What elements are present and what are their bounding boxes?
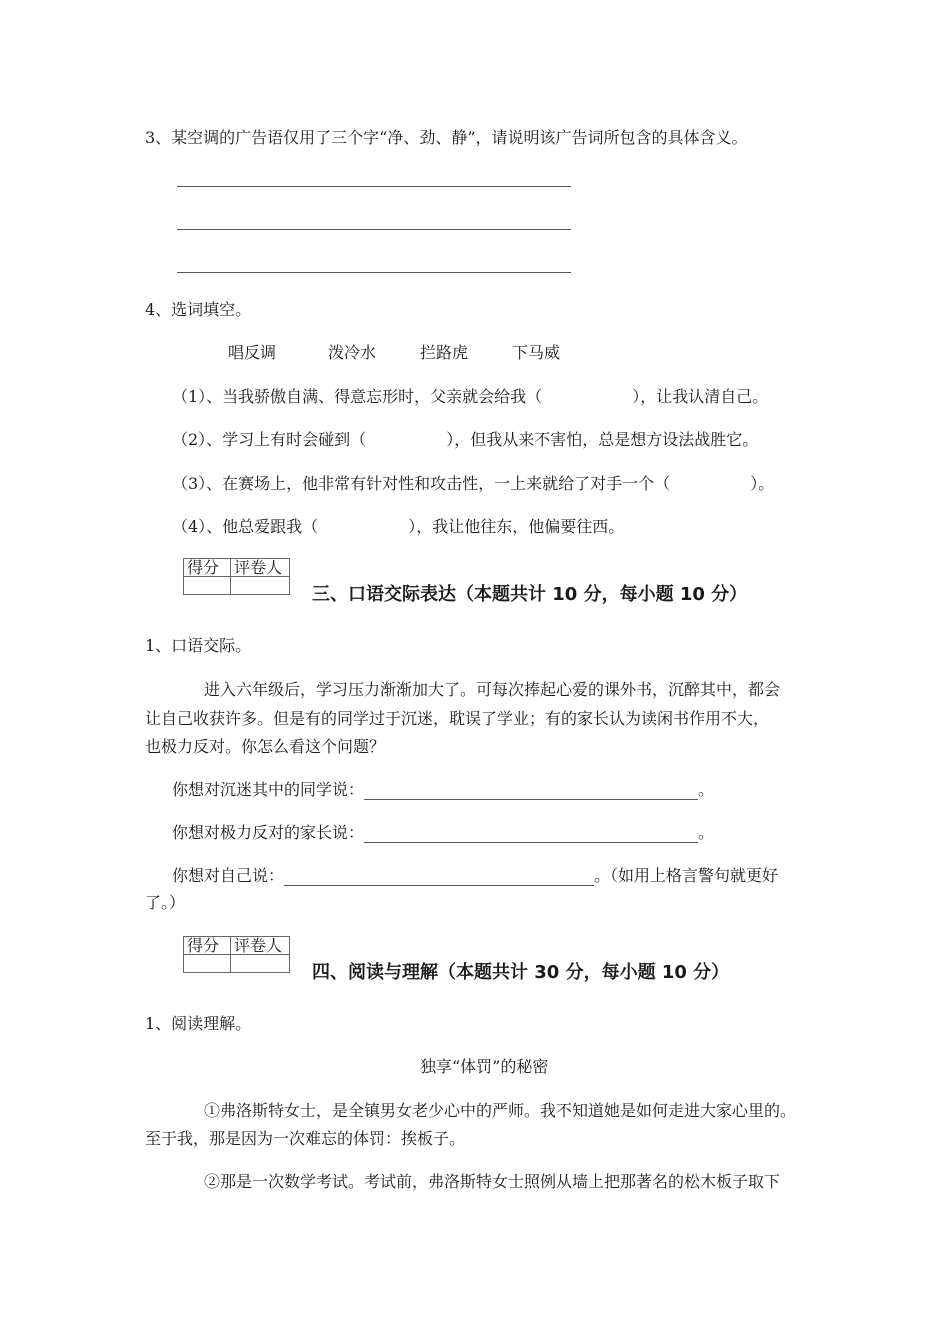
- section-title: 三、口语交际表达（本题共计 10 分，每小题 10 分）: [312, 584, 748, 605]
- question-label: 1、口语交际。: [145, 636, 252, 655]
- fill-item-1: （1）、当我骄傲自满、得意忘形时，父亲就会给我（ ），让我认清自己。: [172, 387, 769, 406]
- answer-line-1[interactable]: [177, 186, 571, 187]
- answer-line[interactable]: [364, 826, 698, 843]
- fill-item-2: （2）、学习上有时会碰到（ ），但我从来不害怕，总是想方设法战胜它。: [172, 430, 759, 449]
- word-option: 泼冷水: [328, 343, 377, 362]
- response-prompt-3: 你想对自己说： 。（如用上格言警句就更好: [172, 866, 779, 885]
- score-cell[interactable]: [184, 577, 231, 595]
- grader-cell[interactable]: [231, 577, 290, 595]
- q3-prompt: 3、某空调的广告语仅用了三个字“净、劲、静”，请说明该广告词所包含的具体含义。: [145, 128, 748, 147]
- score-box: [183, 936, 290, 973]
- article-title: 独享“体罚”的秘密: [420, 1057, 549, 1076]
- grader-label: 评卷人: [231, 937, 290, 955]
- score-cell[interactable]: [184, 955, 231, 973]
- answer-line[interactable]: [364, 783, 698, 800]
- response-prompt-1: 你想对沉迷其中的同学说： 。: [172, 780, 715, 799]
- word-option: 下马威: [512, 343, 561, 362]
- answer-line-2[interactable]: [177, 229, 571, 230]
- score-label: 得分: [184, 559, 231, 577]
- section-title: 四、阅读与理解（本题共计 30 分，每小题 10 分）: [312, 962, 730, 983]
- answer-line-3[interactable]: [177, 272, 571, 273]
- fill-item-3: （3）、在赛场上，他非常有针对性和攻击性，一上来就给了对手一个（ ）。: [172, 474, 775, 493]
- word-option: 拦路虎: [420, 343, 469, 362]
- passage-line: 进入六年级后，学习压力渐渐加大了。可每次捧起心爱的课外书，沉醉其中，都会: [204, 680, 781, 699]
- grader-label: 评卷人: [231, 559, 290, 577]
- fill-item-4: （4）、他总爱跟我（ ），我让他往东，他偏要往西。: [172, 517, 625, 536]
- score-label: 得分: [184, 937, 231, 955]
- paragraph-line: 至于我，那是因为一次难忘的体罚：挨板子。: [145, 1129, 466, 1148]
- word-option: 唱反调: [228, 343, 277, 362]
- answer-line[interactable]: [284, 869, 594, 886]
- passage-line: 让自己收获许多。但是有的同学过于沉迷，耽误了学业；有的家长认为读闲书作用不大，: [145, 709, 770, 728]
- paragraph-line: ②那是一次数学考试。考试前，弗洛斯特女士照例从墙上把那著名的松木板子取下: [204, 1172, 781, 1191]
- response-prompt-3-cont: 了。）: [145, 893, 186, 912]
- grader-cell[interactable]: [231, 955, 290, 973]
- passage-line: 也极力反对。你怎么看这个问题？: [145, 737, 386, 756]
- q4-prompt: 4、选词填空。: [145, 300, 252, 319]
- paragraph-line: ①弗洛斯特女士，是全镇男女老少心中的严师。我不知道她是如何走进大家心里的。: [204, 1101, 797, 1120]
- score-box: [183, 558, 290, 595]
- response-prompt-2: 你想对极力反对的家长说： 。: [172, 823, 715, 842]
- question-label: 1、阅读理解。: [145, 1014, 252, 1033]
